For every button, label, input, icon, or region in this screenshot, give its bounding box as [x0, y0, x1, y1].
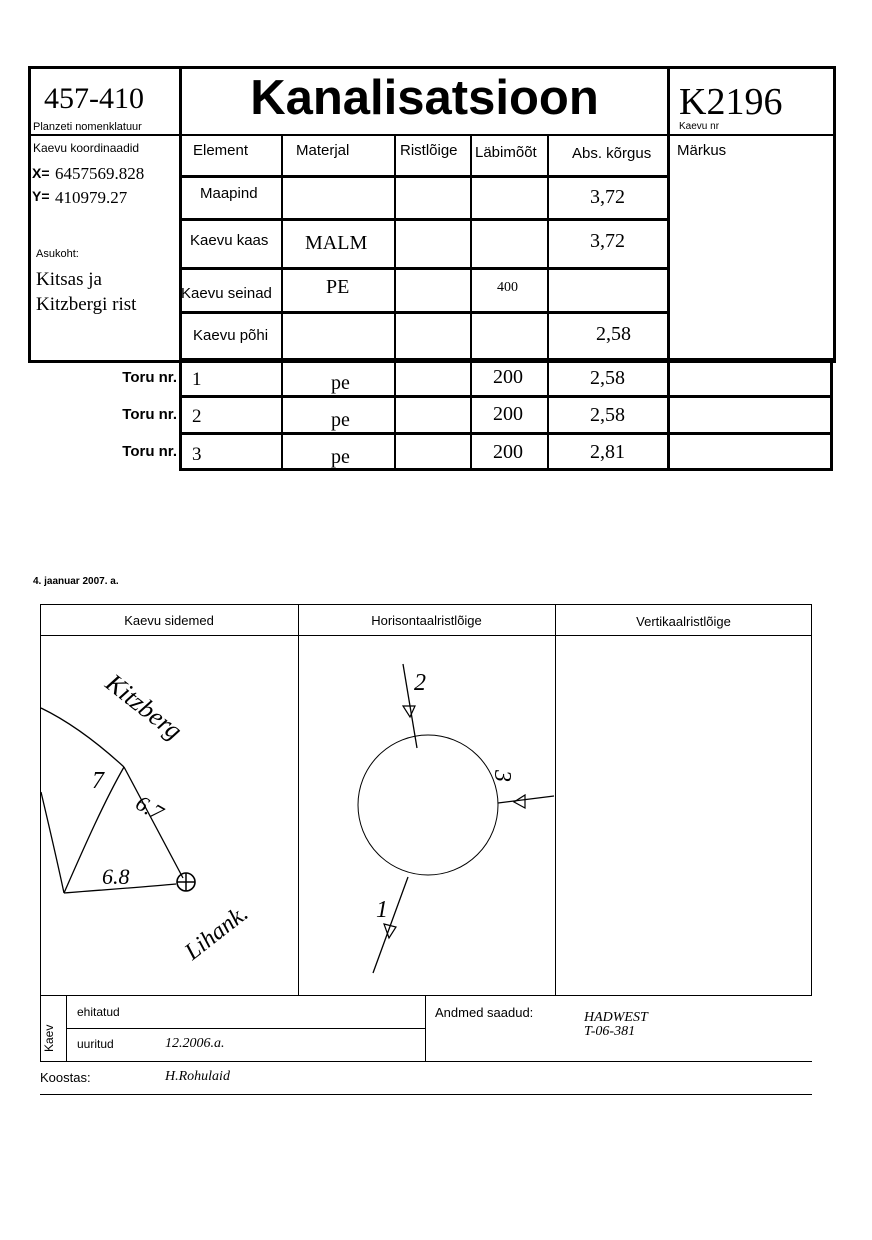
coord-y-label: Y= [32, 188, 50, 204]
surveyed-label: uuritud [77, 1037, 114, 1051]
col-notes: Märkus [677, 142, 727, 159]
pipe-number: 2 [192, 406, 202, 427]
col-horizontal-section: Horisontaalristlõige [371, 613, 482, 628]
row-element: Maapind [200, 185, 258, 202]
pipe-label: Toru nr. [122, 443, 177, 460]
row-material: MALM [305, 232, 368, 254]
nomenclature-label: Planzeti nomenklatuur [33, 121, 142, 133]
row-diameter: 400 [497, 280, 518, 295]
street-label: Kitzberg [100, 668, 188, 746]
row-element: Kaevu põhi [193, 327, 269, 344]
dimension-label: 6.8 [102, 864, 130, 889]
dimension-label: 7 [92, 768, 104, 794]
well-circle [358, 735, 498, 875]
kaev-label: Kaev [42, 1024, 56, 1052]
pipe-number: 1 [192, 369, 202, 390]
coord-x-value: 6457569.828 [55, 164, 145, 183]
well-number-value: K2196 [679, 81, 783, 123]
divider [40, 1094, 812, 1095]
pipe-number: 3 [192, 444, 202, 465]
pipe-label-2: 2 [414, 670, 426, 696]
well-number-label: Kaevu nr [679, 121, 720, 132]
nomenclature-value: 457-410 [44, 82, 144, 115]
col-element: Element [193, 142, 249, 159]
coords-label: Kaevu koordinaadid [33, 141, 140, 155]
col-vertical-section: Vertikaalristlõige [636, 614, 731, 629]
location-label: Asukoht: [36, 248, 79, 260]
divider [40, 1061, 812, 1062]
compiled-label: Koostas: [40, 1070, 91, 1085]
arrow-icon [403, 706, 415, 717]
row-element: Kaevu kaas [190, 232, 269, 249]
pipe-material: pe [331, 409, 350, 431]
compiled-value: H.Rohulaid [165, 1069, 230, 1084]
divider [66, 1028, 425, 1029]
coord-x-label: X= [32, 165, 50, 181]
pipe-diameter: 200 [493, 441, 523, 463]
row-material: PE [326, 276, 350, 298]
data-received-code: T-06-381 [584, 1024, 636, 1039]
divider [425, 995, 426, 1061]
pipe-label: Toru nr. [122, 406, 177, 423]
dimension-label: 6.7 [131, 790, 168, 826]
pipe-label: Toru nr. [122, 369, 177, 386]
pipe-line [498, 796, 554, 803]
data-received-label: Andmed saadud: [435, 1005, 534, 1020]
row-abs: 3,72 [590, 230, 625, 252]
built-label: ehitatud [77, 1005, 120, 1019]
pipe-label-1: 1 [376, 897, 388, 923]
col-well-connections: Kaevu sidemed [124, 613, 214, 628]
pipe-abs: 2,58 [590, 367, 625, 389]
pipe-diameter: 200 [493, 403, 523, 425]
row-element: Kaevu seinad [181, 285, 272, 302]
row-abs: 2,58 [596, 323, 631, 345]
pipe-label-3: 3 [489, 770, 515, 782]
col-material: Materjal [296, 142, 350, 159]
col-cross-section: Ristlõige [400, 142, 458, 159]
street-label: Lihank. [180, 900, 254, 966]
row-abs: 3,72 [590, 186, 625, 208]
pipe-material: pe [331, 372, 350, 394]
pipe-abs: 2,58 [590, 404, 625, 426]
document-date: 4. jaanuar 2007. a. [33, 576, 119, 587]
pipe-abs: 2,81 [590, 441, 625, 463]
coord-y-value: 410979.27 [55, 188, 128, 207]
arrow-icon [514, 795, 525, 808]
location-line1: Kitsas ja [36, 269, 102, 290]
divider [40, 995, 41, 1061]
pipe-diameter: 200 [493, 366, 523, 388]
pipe-line [373, 877, 408, 973]
col-diameter: Läbimõõt [475, 144, 537, 161]
data-received-value: HADWEST [584, 1010, 648, 1025]
pipe-material: pe [331, 446, 350, 468]
col-abs-height: Abs. kõrgus [572, 145, 652, 162]
location-line2: Kitzbergi rist [36, 294, 137, 315]
arrow-icon [384, 924, 396, 938]
page-title: Kanalisatsioon [250, 71, 599, 125]
surveyed-value: 12.2006.a. [165, 1036, 225, 1051]
